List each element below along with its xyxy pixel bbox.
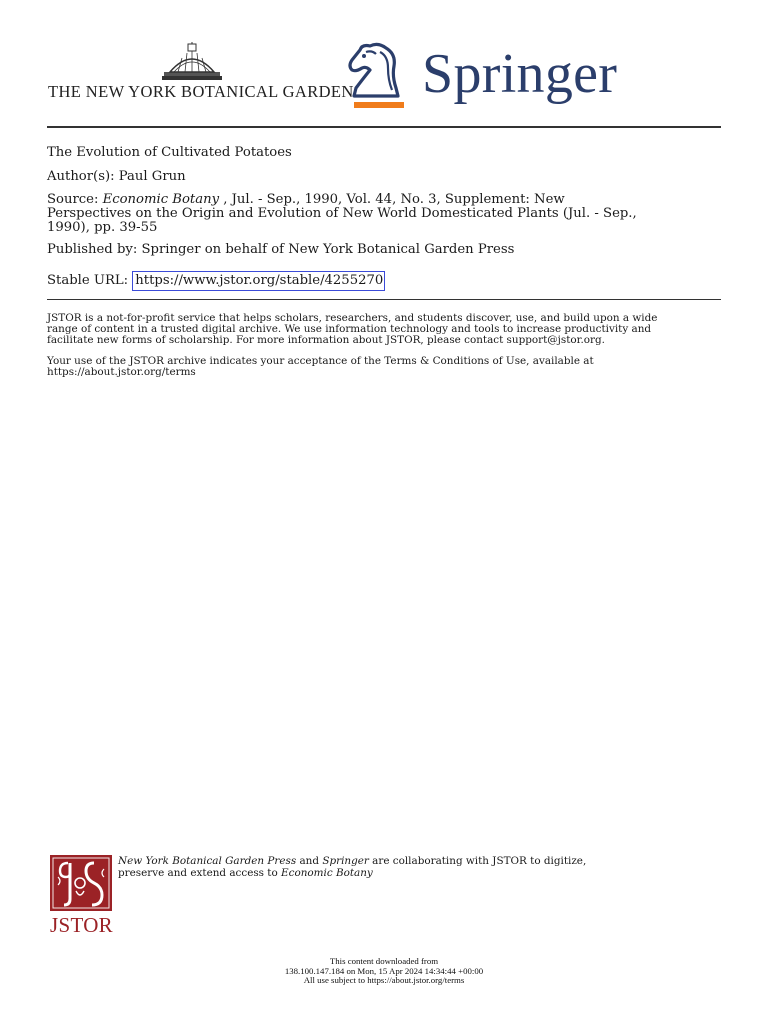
collaboration-and: and bbox=[296, 855, 323, 867]
jstor-description-line-2: range of content in a trusted digital archive. We use information technology and tools to increase productivity and bbox=[47, 323, 652, 335]
jstor-terms-line-2: https://about.jstor.org/terms bbox=[47, 366, 196, 378]
source-line-1 bbox=[47, 193, 727, 207]
article-authors bbox=[47, 170, 727, 184]
source-label: Source: bbox=[47, 192, 103, 207]
published-by: Published by: Springer on behalf of New York Botanical Garden Press bbox=[47, 242, 515, 257]
collaboration-statement bbox=[118, 855, 718, 879]
authors-value: Paul Grun bbox=[118, 169, 186, 184]
stable-url-label: Stable URL: bbox=[47, 273, 133, 288]
jstor-description-line-1: JSTOR is a not-for-profit service that helps scholars, researchers, and students discover, use, and build upon a wide bbox=[47, 312, 658, 324]
jstor-terms-line-1: Your use of the JSTOR archive indicates your acceptance of the Terms & Conditions of Use, available at bbox=[47, 355, 594, 367]
partner-1: New York Botanical Garden Press bbox=[118, 855, 297, 867]
download-footer bbox=[180, 957, 588, 986]
collaboration-journal: Economic Botany bbox=[281, 867, 373, 879]
footer-line-1: This content downloaded from bbox=[329, 956, 439, 966]
collaboration-text-2: preserve and extend access to bbox=[118, 867, 282, 879]
conservatory-dome-icon bbox=[160, 42, 224, 82]
nybg-logo bbox=[48, 42, 354, 102]
source-journal: Economic Botany bbox=[102, 192, 220, 207]
jstor-logo bbox=[50, 855, 114, 937]
source-line-1-rest: , Jul. - Sep., 1990, Vol. 44, No. 3, Supplement: New bbox=[219, 192, 565, 207]
footer-line-3: All use subject to https://about.jstor.org/terms bbox=[303, 975, 465, 985]
partner-2: Springer bbox=[322, 855, 369, 867]
citation-divider bbox=[47, 299, 721, 300]
springer-logo bbox=[340, 40, 640, 112]
source-line-2: Perspectives on the Origin and Evolution of New World Domesticated Plants (Jul. - Sep., bbox=[47, 206, 637, 221]
article-source bbox=[47, 193, 727, 235]
jstor-wordmark: JSTOR bbox=[50, 913, 113, 937]
jstor-terms-notice bbox=[47, 356, 727, 378]
springer-orange-bar bbox=[354, 102, 404, 108]
stable-url-row bbox=[47, 271, 727, 291]
article-title: The Evolution of Cultivated Potatoes bbox=[47, 145, 292, 160]
footer-line-2: 138.100.147.184 on Mon, 15 Apr 2024 14:34:44 +00:00 bbox=[284, 965, 484, 976]
collaboration-text-1: are collaborating with JSTOR to digitize, bbox=[368, 855, 587, 867]
nybg-wordmark: THE NEW YORK BOTANICAL GARDEN bbox=[48, 82, 354, 101]
authors-label: Author(s): bbox=[47, 169, 119, 184]
jstor-description-line-3: facilitate new forms of scholarship. For more information about JSTOR, please contact support@jstor.org. bbox=[47, 334, 605, 346]
jstor-description bbox=[47, 313, 727, 346]
stable-url-link[interactable]: https://www.jstor.org/stable/4255270 bbox=[132, 271, 385, 291]
header-divider bbox=[47, 126, 721, 128]
source-line-3: 1990), pp. 39-55 bbox=[47, 220, 158, 235]
chess-knight-icon bbox=[342, 40, 408, 100]
collaboration-line-1 bbox=[118, 855, 718, 867]
jstor-emblem-icon bbox=[50, 855, 112, 911]
collaboration-line-2 bbox=[118, 867, 718, 879]
springer-wordmark: Springer bbox=[422, 43, 618, 105]
